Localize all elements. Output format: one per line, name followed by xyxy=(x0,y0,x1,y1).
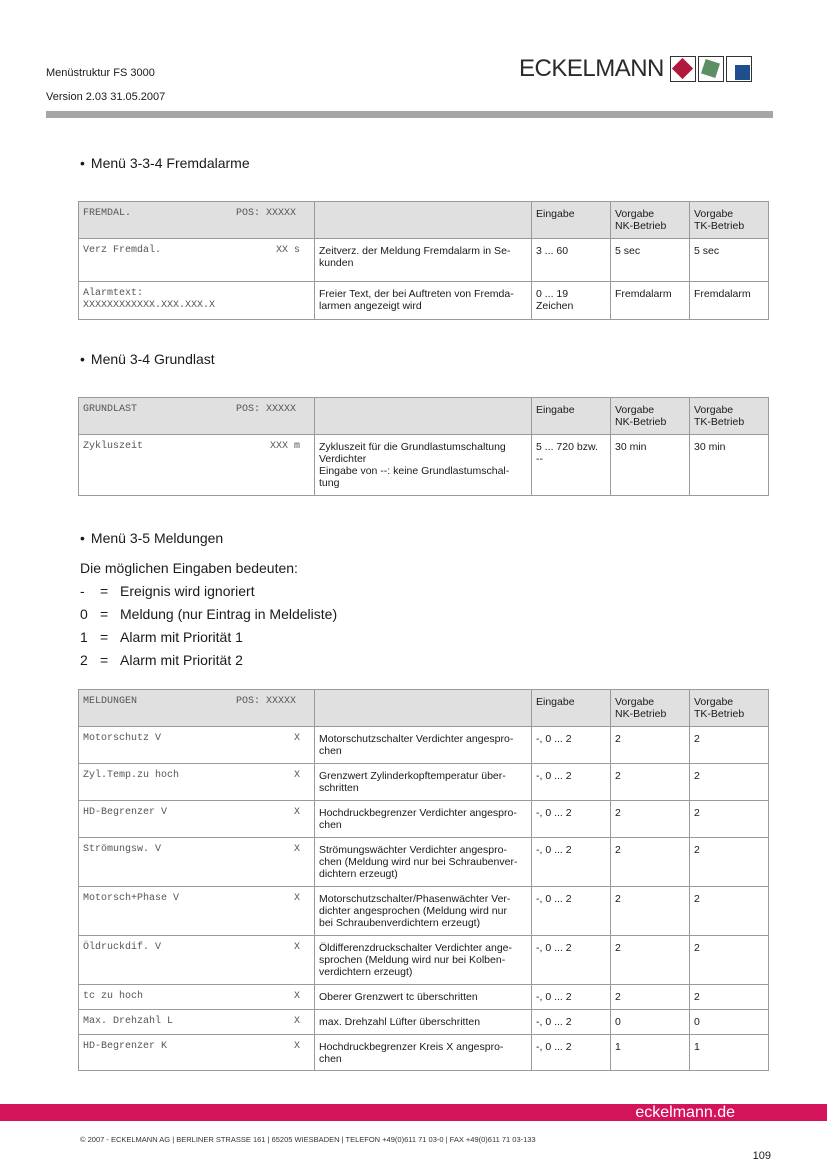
table-meldungen: MELDUNGEN POS: XXXXX Eingabe Vorgabe NK-Betrieb Vorgabe TK-Betrieb Motorschutz V X Motorschutzschalter Verdichter angespro- chen -, 0 ... 2 2 2 Zyl.Temp.zu hoch X Grenzwert Zylinderkopftemperatur über- schritten -, 0 ... 2 2 2 HD-Begrenzer V X Hochdruckbegrenzer Verdichter angespro- chen -, 0 ... 2 2 2 Strömungsw. V X Strömungswächter Verdichter angespro- chen (Meldung wird nur bei Schraubenver- dichtern erzeugt) -, 0 ... 2 2 2 Motorsch+Phase V X Motorschutzschalter/Phasenwächter Ver- dichter angesprochen (Meldung wird nur bei Schraubenverdichtern erzeugt) -, 0 ... 2 2 2 Öldruckdif. V X Öldifferenzdruckschalter Verdichter ange- sprochen (Meldung wird nur bei Kolben- verdichtern erzeugt) -, 0 ... 2 2 2 tc zu hoch X Oberer Grenzwert tc überschritten -, 0 ... 2 2 2 Max. Drehzahl L X max. Drehzahl Lüfter überschritten -, 0 ... 2 0 0 HD-Begrenzer K X Hochdruckbegrenzer Kreis X angespro- chen -, 0 ... 2 1 1 xyxy=(78,689,769,1071)
website-link[interactable]: eckelmann.de xyxy=(635,1104,735,1121)
legend-item: 0 = Meldung (nur Eintrag in Meldeliste) xyxy=(80,606,338,622)
table-head-left: FREMDAL. xyxy=(83,208,132,219)
table-fremdalarme xyxy=(78,201,769,320)
document-version: Version 2.03 31.05.2007 xyxy=(46,91,166,103)
header-rule xyxy=(46,111,773,118)
table-head-nk: Vorgabe NK-Betrieb xyxy=(611,202,690,239)
table-row: Strömungsw. V X Strömungswächter Verdichter angespro- chen (Meldung wird nur bei Schraubenver- dichtern erzeugt) -, 0 ... 2 2 2 xyxy=(79,838,769,887)
section-title-meldungen: • Menü 3-5 Meldungen xyxy=(80,530,224,546)
table-row: Alarmtext: XXXXXXXXXXXX.XXX.XXX.X Freier Text, der bei Auftreten von Fremda- larmen angezeigt wird 0 ... 19 Zeichen Fremdalarm Fremdalarm xyxy=(79,282,769,320)
eckelmann-logo xyxy=(519,55,752,83)
section-title-grundlast: • Menü 3-4 Grundlast xyxy=(80,351,215,367)
table-head-pos: POS: XXXXX xyxy=(235,208,296,219)
table-row: Öldruckdif. V X Öldifferenzdruckschalter Verdichter ange- sprochen (Meldung wird nur bei Kolben- verdichtern erzeugt) -, 0 ... 2 2 2 xyxy=(79,936,769,985)
table-row: Zykluszeit XXX m Zykluszeit für die Grundlastumschaltung Verdichter Eingabe von --: keine Grundlastumschal- tung 5 ... 720 bzw. -- 30 min 30 min xyxy=(79,435,769,496)
document-title: Menüstruktur FS 3000 xyxy=(46,67,155,79)
table-row: Zyl.Temp.zu hoch X Grenzwert Zylinderkopftemperatur über- schritten -, 0 ... 2 2 2 xyxy=(79,764,769,801)
copyright: © 2007 - ECKELMANN AG | BERLINER STRASSE 161 | 65205 WIESBADEN | TELEFON +49(0)611 71 03-0 | FAX +49(0)611 71 03-133 xyxy=(80,1135,536,1144)
table-row: HD-Begrenzer K X Hochdruckbegrenzer Kreis X angespro- chen -, 0 ... 2 1 1 xyxy=(79,1035,769,1071)
legend-intro: Die möglichen Eingaben bedeuten: xyxy=(80,560,298,576)
table-head-eingabe: Eingabe xyxy=(532,202,611,239)
page-number: 109 xyxy=(752,1150,771,1162)
legend xyxy=(80,560,337,675)
legend-item: - = Ereignis wird ignoriert xyxy=(80,583,255,599)
logo-squares xyxy=(668,56,752,82)
table-row: Max. Drehzahl L X max. Drehzahl Lüfter überschritten -, 0 ... 2 0 0 xyxy=(79,1010,769,1035)
table-row: HD-Begrenzer V X Hochdruckbegrenzer Verdichter angespro- chen -, 0 ... 2 2 2 xyxy=(79,801,769,838)
table-row: Motorsch+Phase V X Motorschutzschalter/Phasenwächter Ver- dichter angesprochen (Meldung wird nur bei Schraubenverdichtern erzeugt) -, 0 ... 2 2 2 xyxy=(79,887,769,936)
legend-item: 1 = Alarm mit Priorität 1 xyxy=(80,629,243,645)
section-title-fremdalarme: • Menü 3-3-4 Fremdalarme xyxy=(80,155,250,171)
footer-bar xyxy=(0,1104,827,1121)
table-row: Motorschutz V X Motorschutzschalter Verdichter angespro- chen -, 0 ... 2 2 2 xyxy=(79,727,769,764)
legend-item: 2 = Alarm mit Priorität 2 xyxy=(80,652,243,668)
table-row: tc zu hoch X Oberer Grenzwert tc überschritten -, 0 ... 2 2 2 xyxy=(79,985,769,1010)
logo-text: ECKELMANN xyxy=(519,55,664,82)
table-row: Verz Fremdal. XX s Zeitverz. der Meldung Fremdalarm in Se- kunden 3 ... 60 5 sec 5 sec xyxy=(79,239,769,282)
table-head-tk: Vorgabe TK-Betrieb xyxy=(690,202,769,239)
table-grundlast: GRUNDLAST POS: XXXXX Eingabe Vorgabe NK-Betrieb Vorgabe TK-Betrieb Zykluszeit XXX m Zykluszeit für die Grundlastumschaltung Verdichter Eingabe von --: keine Grundlastumschal- tung 5 ... 720 bzw. -- 30 min 30 min xyxy=(78,397,769,496)
